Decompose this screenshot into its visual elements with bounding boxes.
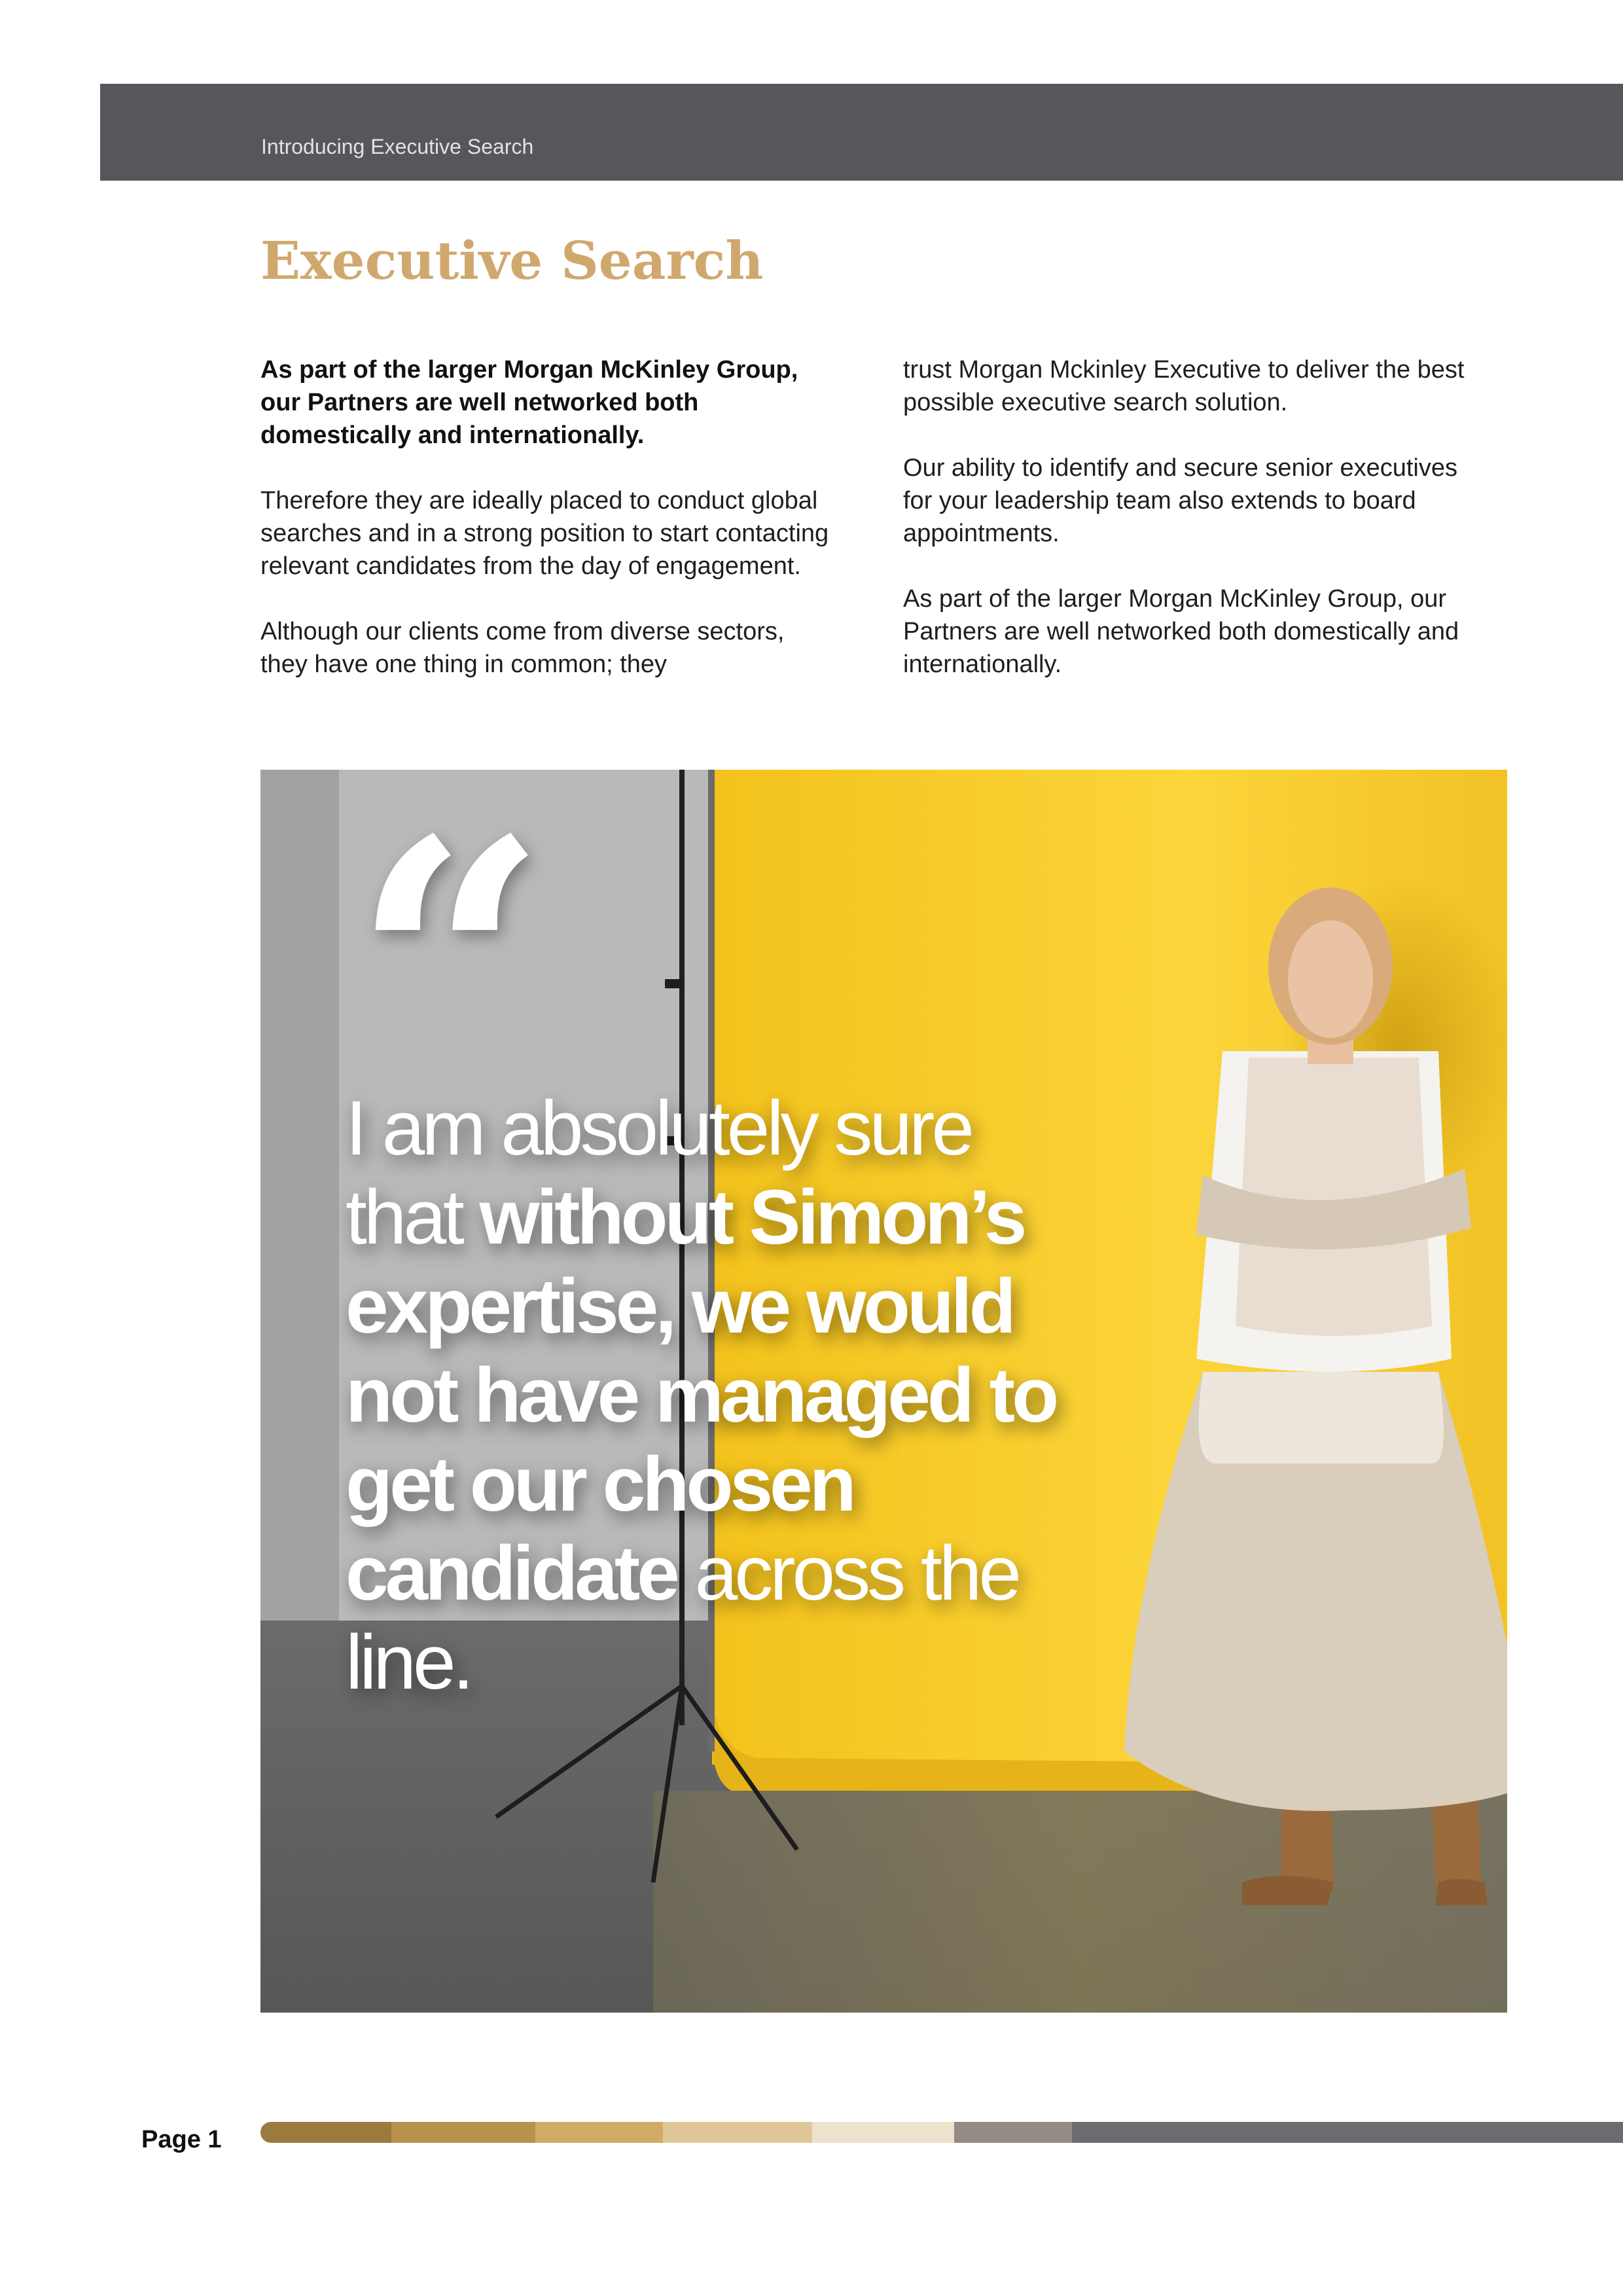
body-paragraph: Therefore they are ideally placed to conduct global searches and in a strong position to start contacting relevant candidates from the day of engagement.	[260, 487, 829, 580]
stripe-segment	[812, 2122, 954, 2143]
stripe-segment	[260, 2122, 391, 2143]
testimonial-photo	[260, 770, 1507, 2013]
quote-text-regular-end: across the line.	[346, 1530, 1018, 1706]
header-bar	[100, 84, 1623, 181]
stripe-segment	[663, 2122, 812, 2143]
body-paragraph: Our ability to identify and secure senior executives for your leadership team also extends to board appointments.	[903, 454, 1457, 547]
body-column-left	[260, 353, 830, 713]
page-title: Executive Search	[260, 230, 764, 291]
quote-text-regular: I am absolutely sure that	[346, 1085, 971, 1261]
quote-text	[346, 1084, 1065, 1707]
section-label: Introducing Executive Search	[261, 135, 534, 158]
footer-color-stripe	[260, 2122, 1623, 2143]
testimonial-quote	[346, 770, 1065, 1707]
lead-paragraph: As part of the larger Morgan McKinley Group, our Partners are well networked both domestically and internationally.	[260, 356, 798, 449]
stripe-segment	[1072, 2122, 1623, 2143]
stripe-segment	[391, 2122, 535, 2143]
body-paragraph: Although our clients come from diverse sectors, they have one thing in common; they	[260, 618, 785, 678]
page-number: Page 1	[141, 2126, 222, 2153]
stripe-segment	[954, 2122, 1072, 2143]
stripe-segment	[535, 2122, 663, 2143]
body-paragraph: As part of the larger Morgan McKinley Group, our Partners are well networked both domestically and internationally.	[903, 585, 1459, 678]
body-column-right	[903, 353, 1472, 713]
body-paragraph: trust Morgan Mckinley Executive to deliver the best possible executive search solution.	[903, 356, 1465, 416]
quote-text-bold: without Simon’s expertise, we would not have managed to get our chosen candidate	[346, 1174, 1056, 1617]
quote-mark-icon: “	[352, 770, 548, 1166]
